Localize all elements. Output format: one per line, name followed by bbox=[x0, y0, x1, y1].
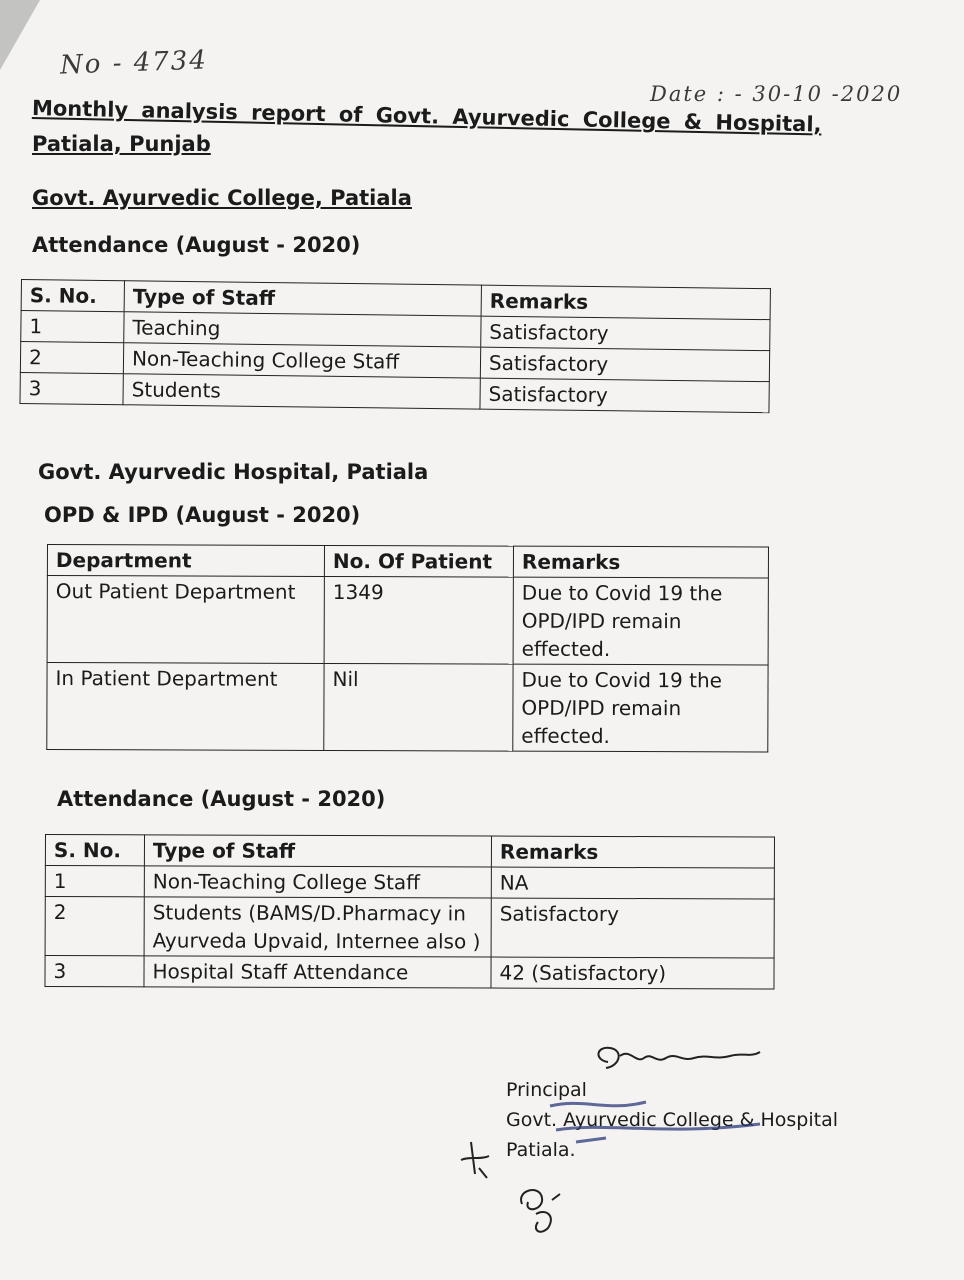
cell-sno: 3 bbox=[45, 956, 144, 987]
cell-remarks: Satisfactory bbox=[480, 347, 769, 382]
signatory-city: Patiala. bbox=[506, 1139, 576, 1161]
cell-sno: 2 bbox=[45, 897, 144, 956]
signatory-title: Principal bbox=[506, 1079, 587, 1101]
table-row bbox=[45, 866, 774, 900]
cell-sno: 2 bbox=[20, 342, 123, 374]
opd-ipd-table bbox=[46, 544, 769, 753]
cell-patients: 1349 bbox=[324, 576, 513, 664]
cell-type: Students (BAMS/D.Pharmacy in Ayurveda Upvaid, Internee also ) bbox=[144, 897, 491, 957]
column-header: Remarks bbox=[513, 546, 768, 578]
principal-stamp bbox=[546, 1094, 776, 1146]
cell-remarks: Satisfactory bbox=[491, 898, 774, 958]
page-corner-shadow bbox=[0, 0, 40, 70]
cell-sno: 1 bbox=[21, 311, 124, 343]
cell-type: Teaching bbox=[124, 312, 481, 347]
cell-type: Students bbox=[123, 374, 480, 409]
college-attendance-heading: Attendance (August - 2020) bbox=[32, 233, 361, 257]
signatory-institution: Govt. Ayurvedic College & Hospital bbox=[506, 1109, 838, 1131]
cell-remarks: Due to Covid 19 the OPD/IPD remain effected. bbox=[513, 577, 768, 665]
column-header: Type of Staff bbox=[124, 281, 481, 316]
cell-department: Out Patient Department bbox=[47, 576, 324, 664]
column-header: S. No. bbox=[45, 835, 144, 866]
reference-number: No - 4734 bbox=[59, 45, 209, 81]
column-header: No. Of Patient bbox=[324, 545, 513, 577]
hospital-attendance-heading: Attendance (August - 2020) bbox=[57, 787, 386, 811]
hospital-heading: Govt. Ayurvedic Hospital, Patiala bbox=[38, 460, 429, 484]
cell-type: Non-Teaching College Staff bbox=[123, 343, 480, 378]
column-header: Remarks bbox=[491, 836, 774, 868]
document-date: Date : - 30-10 -2020 bbox=[650, 82, 903, 106]
cell-remarks: 42 (Satisfactory) bbox=[491, 957, 774, 989]
column-header: Remarks bbox=[481, 285, 770, 320]
college-heading: Govt. Ayurvedic College, Patiala bbox=[32, 186, 412, 210]
margin-initials bbox=[455, 1136, 495, 1180]
cell-patients: Nil bbox=[324, 663, 513, 751]
table-row bbox=[45, 956, 774, 990]
report-title-line2: Patiala, Punjab bbox=[32, 132, 211, 156]
opd-ipd-heading: OPD & IPD (August - 2020) bbox=[44, 503, 361, 527]
college-attendance-table bbox=[19, 279, 770, 413]
report-title-line1: Monthly analysis report of Govt. Ayurvedic College & Hospital, bbox=[31, 96, 822, 137]
cell-sno: 3 bbox=[20, 372, 123, 404]
cell-type: Hospital Staff Attendance bbox=[144, 956, 491, 988]
cell-department: In Patient Department bbox=[47, 663, 324, 751]
table-row bbox=[47, 663, 768, 753]
cell-remarks: Due to Covid 19 the OPD/IPD remain effected. bbox=[513, 664, 768, 752]
principal-signature bbox=[590, 1038, 770, 1080]
column-header: S. No. bbox=[21, 280, 124, 312]
hospital-attendance-table bbox=[44, 834, 775, 990]
column-header: Department bbox=[47, 545, 324, 577]
cell-remarks: NA bbox=[491, 867, 774, 899]
cell-remarks: Satisfactory bbox=[480, 378, 769, 413]
column-header: Type of Staff bbox=[144, 835, 491, 867]
table-header-row bbox=[47, 545, 768, 579]
table-header-row bbox=[45, 835, 774, 869]
table-row bbox=[47, 576, 768, 666]
handwritten-initials bbox=[512, 1180, 572, 1240]
cell-type: Non-Teaching College Staff bbox=[144, 866, 491, 898]
cell-sno: 1 bbox=[45, 866, 144, 897]
table-row bbox=[45, 897, 774, 959]
cell-remarks: Satisfactory bbox=[481, 316, 770, 351]
